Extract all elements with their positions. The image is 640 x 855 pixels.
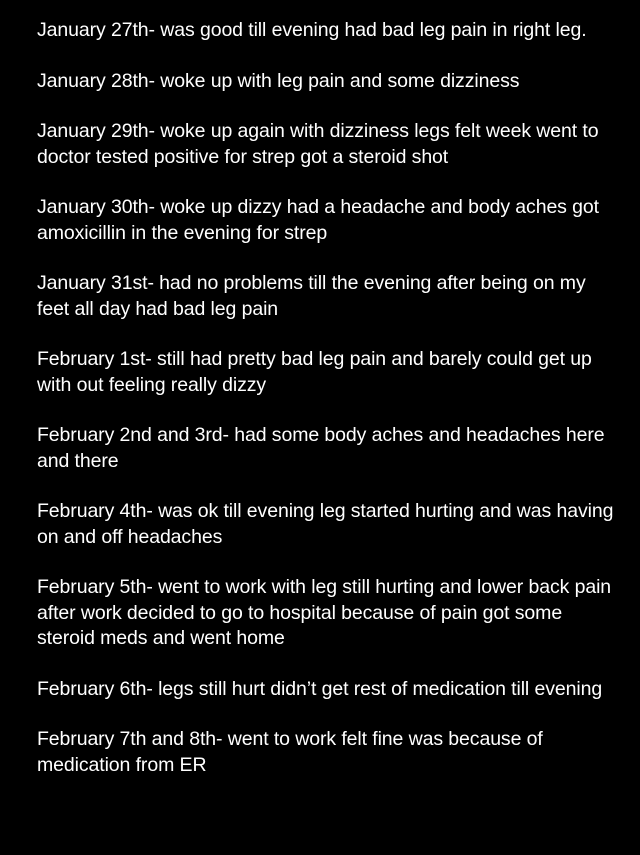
log-entry-jan-31: January 31st- had no problems till the evening after being on my feet all day had bad leg pain [37, 272, 586, 320]
log-entry-jan-27: January 27th- was good till evening had bad leg pain in right leg. [37, 19, 587, 41]
log-entry-feb-4: February 4th- was ok till evening leg started hurting and was having on and off headaches [37, 500, 614, 548]
log-entry-jan-28: January 28th- woke up with leg pain and some dizziness [37, 69, 520, 92]
log-entry-feb-1: February 1st- still had pretty bad leg pain and barely could get up with out feeling really dizzy [37, 348, 592, 396]
log-entry-feb-6: February 6th- legs still hurt didn’t get rest of medication till evening [37, 677, 603, 700]
log-entry-feb-5: February 5th- went to work with leg still hurting and lower back pain after work decided to go to hospital because of pain got some steroid meds and went home [37, 576, 612, 649]
log-entry-feb-2-3: February 2nd and 3rd- had some body aches and headaches here and there [37, 424, 605, 472]
log-entry-feb-7-8: February 7th and 8th- went to work felt fine was because of medication from ER [37, 728, 543, 776]
log-entry-jan-30: January 30th- woke up dizzy had a headache and body aches got amoxicillin in the evening for strep [37, 196, 599, 244]
log-entry-jan-29: January 29th- woke up again with dizziness legs felt week went to doctor tested positive for strep got a steroid shot [37, 120, 599, 168]
